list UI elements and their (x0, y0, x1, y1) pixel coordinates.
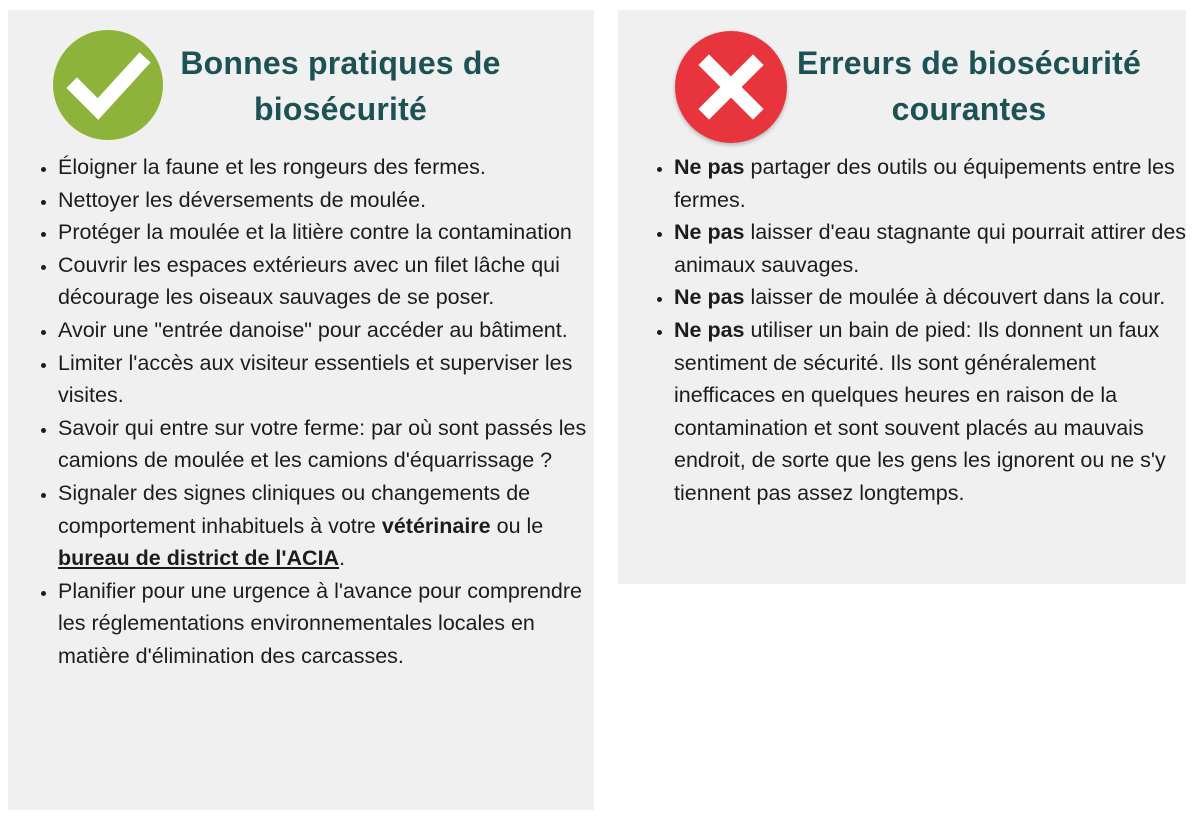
list-item-text: Signaler des signes cliniques ou changements de comportement inhabituels à votre (58, 480, 531, 538)
list-item-text: laisser d'eau stagnante qui pourrait attirer des animaux sauvages. (674, 220, 1187, 277)
good-practices-title-line2: biosécurité (254, 91, 427, 127)
list-item (674, 216, 1193, 281)
list-item: • Avoir une "entrée danoise" pour accéder au bâtiment. (58, 314, 588, 347)
list-item: • Protéger la moulée et la litière contre la contamination (58, 216, 588, 249)
list-item-text: partager des outils ou équipements entre les fermes. (674, 155, 1175, 212)
checkmark-icon (53, 30, 163, 140)
common-errors-title (790, 40, 1148, 132)
list-item: • Éloigner la faune et les rongeurs des fermes. (58, 151, 588, 184)
cfia-district-office-link[interactable]: bureau de district de l'ACIA (58, 546, 340, 571)
list-item: • Couvrir les espaces extérieurs avec un filet lâche qui décourage les oiseaux sauvages de se poser. (58, 249, 588, 314)
common-errors-list (632, 151, 1193, 510)
list-item: • Nettoyer les déversements de moulée. (58, 184, 588, 217)
list-item (674, 314, 1193, 510)
list-item-text: laisser de moulée à découvert dans la cour. (744, 285, 1166, 310)
list-item: • Savoir qui entre sur votre ferme: par où sont passés les camions de moulée et les camions d'équarrissage ? (58, 412, 588, 477)
common-errors-panel (618, 10, 1186, 584)
cross-icon (675, 31, 787, 143)
list-item (674, 151, 1193, 216)
veterinarian-bold: vétérinaire (381, 513, 491, 538)
ne-pas-bold: Ne pas (674, 220, 745, 245)
ne-pas-bold: Ne pas (674, 285, 745, 310)
good-practices-title-line1: Bonnes pratiques de (180, 45, 501, 81)
ne-pas-bold: Ne pas (674, 155, 745, 179)
common-errors-title-line1: Erreurs de biosécurité (796, 45, 1142, 81)
good-practices-panel (8, 10, 594, 810)
list-item-text: . (339, 546, 346, 571)
list-item-text: ou le (490, 513, 544, 538)
list-item (58, 477, 588, 575)
good-practices-list (16, 151, 588, 673)
list-item (674, 281, 1193, 314)
ne-pas-bold: Ne pas (674, 317, 745, 342)
good-practices-title (168, 40, 513, 132)
list-item-text: utiliser un bain de pied: Ils donnent un faux sentiment de sécurité. Ils sont généralement inefficaces en quelques heures en raison de la contamination et sont souvent placés au mauvais endroit, de sorte que les gens les ignorent ou ne s'y tiennent pas assez longtemps. (674, 317, 1166, 505)
list-item: • Limiter l'accès aux visiteur essentiels et superviser les visites. (58, 347, 588, 412)
list-item: • Planifier pour une urgence à l'avance pour comprendre les réglementations environnementales locales en matière d'élimination des carcasses. (58, 575, 588, 673)
common-errors-title-line2: courantes (891, 91, 1047, 127)
